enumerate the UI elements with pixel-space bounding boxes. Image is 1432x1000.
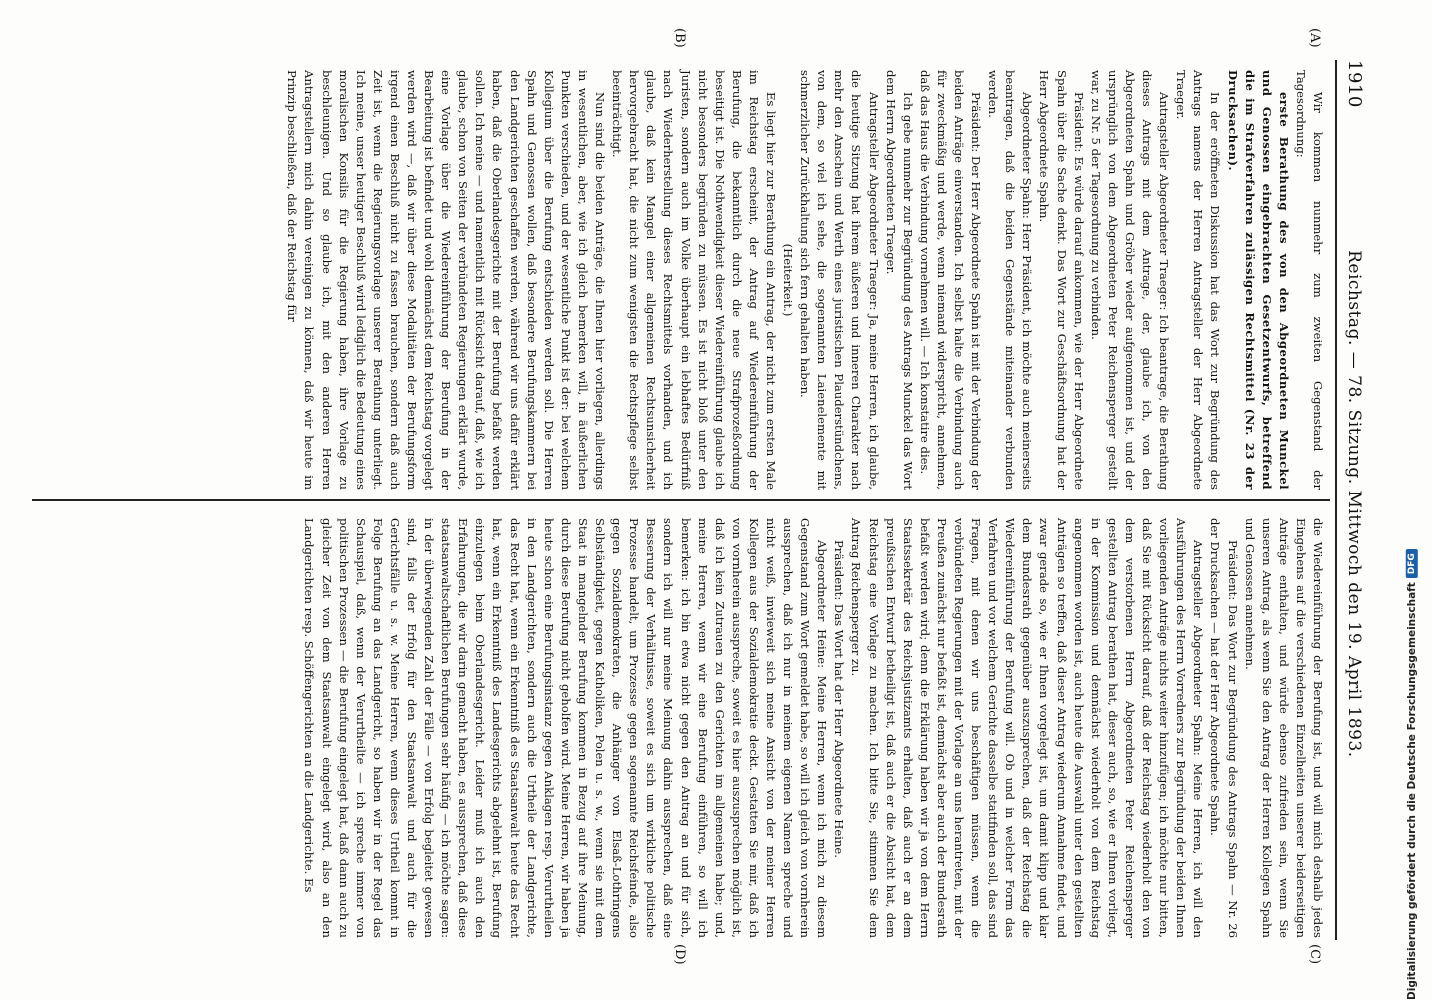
paragraph: Nun sind die beiden Anträge, die Ihnen hier vorliegen, allerdings in wesentlichen, aber, wie ich gleich bemerken will, in äußerlichen Punkten verschieden, und der wesentliche Punkt ist der: bei welchem Kollegium über die Berufung entschieden werden soll. Die Herren Spahn und Genossen wollen, daß besondere Berufungskammern bei den Landgerichten geschaffen werden, während wir uns dafür erklärt haben, daß die Oberlandesgerichte mit der Berufung befaßt werden sollen. Ich meine — und namentlich mit Rücksicht darauf, daß, wie ich glaube, schon von Seiten der verbündeten Regierungen erklärt wurde, eine Vorlage über die Wiedereinführung der Berufung in der Bearbeitung ist befindet und wohl demnächst dem Reichstag vorgelegt werden wird —, daß wir über diese Modalitäten der Berufungsform irgend einen Beschluß nicht zu fassen brauchen, sondern daß auch Zeit ist, wenn die Regierungsvorlage unserer Berathung unterliegt. Ich meine, unser heutiger Beschluß wird lediglich die Bedeutung eines moralischen Konsilis für die Regierung haben, ihre Vorlage zu beschleunigen. Und so glaube ich, mit den anderen Herren Antragstellern mich dahin vereinigen zu können, daß wir heute im Prinzip beschließen, daß der Reichstag für bbox=[285, 70, 608, 490]
margin-mark-d: (D) bbox=[672, 944, 687, 965]
column-divider bbox=[32, 499, 1330, 501]
paragraph: In der eröffneten Diskussion hat das Wort zur Begründung des Antrags namens der Herren Antragsteller der Herr Abgeordnete Traeger. bbox=[1174, 70, 1223, 490]
agenda-heading: erste Berathung des von den Abgeordneten Munckel und Genossen eingebrachten Gesetzentwurfs, betreffend die im Strafverfahren zulässigen Rechtsmittel (Nr. 23 der Drucksachen). bbox=[1225, 70, 1291, 490]
page-header bbox=[1344, 60, 1374, 940]
paragraph: Es liegt hier zur Berathung ein Antrag, der nicht zum ersten Male im Reichstag erscheint, der Antrag auf Wiedereinführung der Berufung, die bekanntlich durch die neue Strafprozeßordnung beseitigt ist. Die Nothwendigkeit dieser Wiedereinführung glaube ich nicht besonders begründen zu müssen. Es ist nicht bloß unter den Juristen, sondern auch im Volke überhaupt ein lebhaftes Bedürfniß nach Wiederherstellung dieses Rechtsmittels vorhanden, und ich glaube, daß kein Mangel einer allgemeinen Rechtsunsicherheit hervorgebracht hat, die nicht zum wenigsten die Rechtspflege selbst beeinträchtigt. bbox=[610, 70, 778, 490]
paragraph: Präsident: Das Wort zur Begründung des Antrags Spahn — Nr. 26 der Drucksachen — hat der Herr Abgeordnete Spahn. bbox=[1208, 518, 1240, 938]
paragraph: Wir kommen nunmehr zum zweiten Gegenstand der Tagesordnung: bbox=[1293, 70, 1325, 490]
paragraph: Abgeordneter Heine: Meine Herren, wenn ich mich zu diesem Gegenstand zum Wort gemeldet habe, so will ich gleich von vornherein aussprechen, daß ich nur in meinem eigenen Namen spreche und nicht weiß, inwieweit sich meine Ansicht von der meiner Herren Kollegen aus der Sozialdemokratie deckt. Gestatten Sie mir, daß ich von vornherein ausspreche, soweit es hier auszusprechen möglich ist, daß ich kein Zutrauen zu den Gerichten im allgemeinen habe; und, meine Herren, wenn wir eine Berufung einführen, so will ich bemerken: ich bin etwa nicht gegen den Antrag an und für sich, sondern ich will nur meine Meinung dahin aussprechen, daß eine Besserung der Verhältnisse, soweit es sich um wirkliche politische Prozesse handelt, um Prozesse gegen sogenannte Reichsfeinde, also gegen Sozialdemokraten, die Anhänger von Elsaß-Lothringens Selbständigkeit, gegen Katholiken, Polen u. s. w., wenn sie mit dem Staat in mangelnder Berufung kommen in Bezug auf ihre Meinung, durch diese Berufung nicht geholfen wird. Meine Herren, wir haben ja heute schon eine Berufungsinstanz gegen Anklagen resp. Verurtheilen in den Landgerichten, sondern auch die Urtheile der Landgerichte, das Recht hat, wenn ein Erkenntniß des Staatsanwalt heute das Recht hat, wenn ein Erkenntniß des Landesgerichts abgelehnt ist, Berufung einzulegen beim Oberlandesgericht. Leider muß ich auch den Erfahrungen, die wir darin gemacht haben, es aussprechen, daß diese staatsanwaltschaftlichen Berufungen sehr häufig — ich möchte sagen: in der überwiegenden Zahl der Fälle — von Erfolg begleitet gewesen sind, falls der Erfolg für den Staatsanwalt und auch für die Gerichtsfälle u. s. w. Meine Herren, wenn dieses Urtheil kommt in Folge Berufung an das Landgericht, so haben wir in der Regel das Schauspiel, daß, wenn der Verurtheilte — ich spreche immer von politischen Prozessen — die Berufung eingelegt hat, daß dann auch zu gleicher Zeit von dem Staatsanwalt eingelegt wird, also an den Landgerichten resp. Schöffengerichten an die Landgerichte. Es bbox=[302, 518, 830, 938]
paragraph: Präsident: Es würde darauf ankommen, wie der Herr Abgeordnete Spahn über die Sache denkt. Das Wort zur Geschäftsordnung hat der Herr Abgeordnete Spahn. bbox=[1037, 70, 1086, 490]
page-title: Reichstag. — 78. Sitzung. Mittwoch den 19. April 1893. bbox=[1344, 250, 1364, 758]
paragraph: Präsident: Das Wort hat der Herr Abgeordnete Heine. bbox=[832, 540, 847, 858]
paragraph: Ich gebe nunmehr zur Begründung des Antrags Munckel das Wort dem Herrn Abgeordneten Traeger. bbox=[883, 70, 915, 490]
paragraph: Präsident: Der Herr Abgeordnete Spahn ist mit der Verbindung der beiden Anträge einverstanden. Ich selbst halte die Verbindung auch für zweckmäßig und werde, wenn niemand widerspricht, annehmen, daß das Haus die Verbindung vornehmen will. — Ich konstatire dies. bbox=[917, 70, 984, 490]
paragraph: die Wiedereinführung der Berufung ist, und will mich deshalb jedes Eingehens auf die verschiedenen Einzelheiten unserer beiderseitigen Anträge enthalten, und würde ebenso zufrieden sein, wenn Sie unseren Antrag, als wenn Sie den Antrag der Herren Kollegen Spahn und Genossen annehmen. bbox=[1242, 518, 1325, 938]
left-column bbox=[283, 70, 1326, 490]
header-rule bbox=[1335, 60, 1337, 940]
margin-mark-b: (B) bbox=[672, 28, 687, 48]
page-number: 1910 bbox=[1344, 60, 1365, 108]
credit-text: Digitalisierung gefördert durch die Deutsche Forschungsgemeinschaft bbox=[1406, 582, 1418, 1000]
margin-mark-c: (C) bbox=[1307, 944, 1322, 965]
paragraph: Antragsteller Abgeordneter Traeger: Ich beantrage, die Berathung dieses Antrags mit dem Antrage, der, glaube ich, von den Abgeordneten Spahn und Gröber wieder aufgenommen ist, und der ursprünglich von dem Abgeordneten Peter Reichensperger gestellt war, zu Nr. 5 der Tagesordnung zu verbinden. bbox=[1088, 70, 1172, 490]
digitization-credit bbox=[1406, 549, 1418, 1000]
interjection: (Heiterkeit.) bbox=[781, 243, 796, 317]
paragraph: Antragsteller Abgeordneter Traeger: Ja, meine Herren, ich glaube, die heutige Sitzung hat ihrem äußeren und inneren Charakter nach mehr den Anschein und Werth eines juristischen Plauderstündchens, von dem, so viel ich sehe, die sogenannten Laienelemente mit schmerzlicher Zurückhaltung sich fern gehalten haben. bbox=[798, 70, 881, 490]
right-column bbox=[300, 518, 1326, 938]
dfg-logo: DFG bbox=[1406, 549, 1418, 578]
paragraph: Abgeordneter Spahn: Herr Präsident, ich möchte auch meinerseits beantragen, daß die beiden Gegenstände miteinander verbunden werden. bbox=[986, 70, 1035, 490]
margin-mark-a: (A) bbox=[1307, 28, 1322, 48]
paragraph: Antragsteller Abgeordneter Spahn: Meine Herren, ich will den Ausführungen des Herrn Vorredners zur Begründung der beiden Ihnen vorliegenden Anträge nichts weiter hinzufügen; ich möchte nur bitten, daß Sie mit Rücksicht darauf, daß der Reichstag wiederholt den von dem verstorbenen Herrn Abgeordneten Peter Reichensperger gestellten Antrag berathen hat, dieser auch, so, wie er Ihnen vorliegt, in der Kommission und demnächst wiederholt von dem Reichstag angenommen worden ist, auch heute die Auswahl unter den gestellten Anträgen so treffen, daß dieser Antrag wiederum Annahme findet, und zwar gerade so, wie er Ihnen vorgelegt ist, um damit klipp und klar dem Bundesrath gegenüber auszusprechen, daß der Reichstag die Wiedereinführung der Berufung will. Ob und in welcher Form das Verfahren und vor welchem Gerichte dasselbe stattfinden soll, das sind Fragen, mit denen wir uns beschäftigen müssen, wenn die verbündeten Regierungen mit der Vorlage an uns herantreten, mit der Preußen zunächst nur befaßt ist, demnächst aber auch der Bundesrath befaßt werden wird; denn die Erklärung haben wir ja von dem Herrn Staatssekretär des Reichsjustizamts erhalten, daß auch er an dem preußischen Entwurf betheiligt ist, daß auch er die Absicht hat, dem Reichstag eine Vorlage zu machen. Ich bitte Sie, stimmen Sie dem Antrag Reichensperger zu. bbox=[849, 518, 1206, 938]
